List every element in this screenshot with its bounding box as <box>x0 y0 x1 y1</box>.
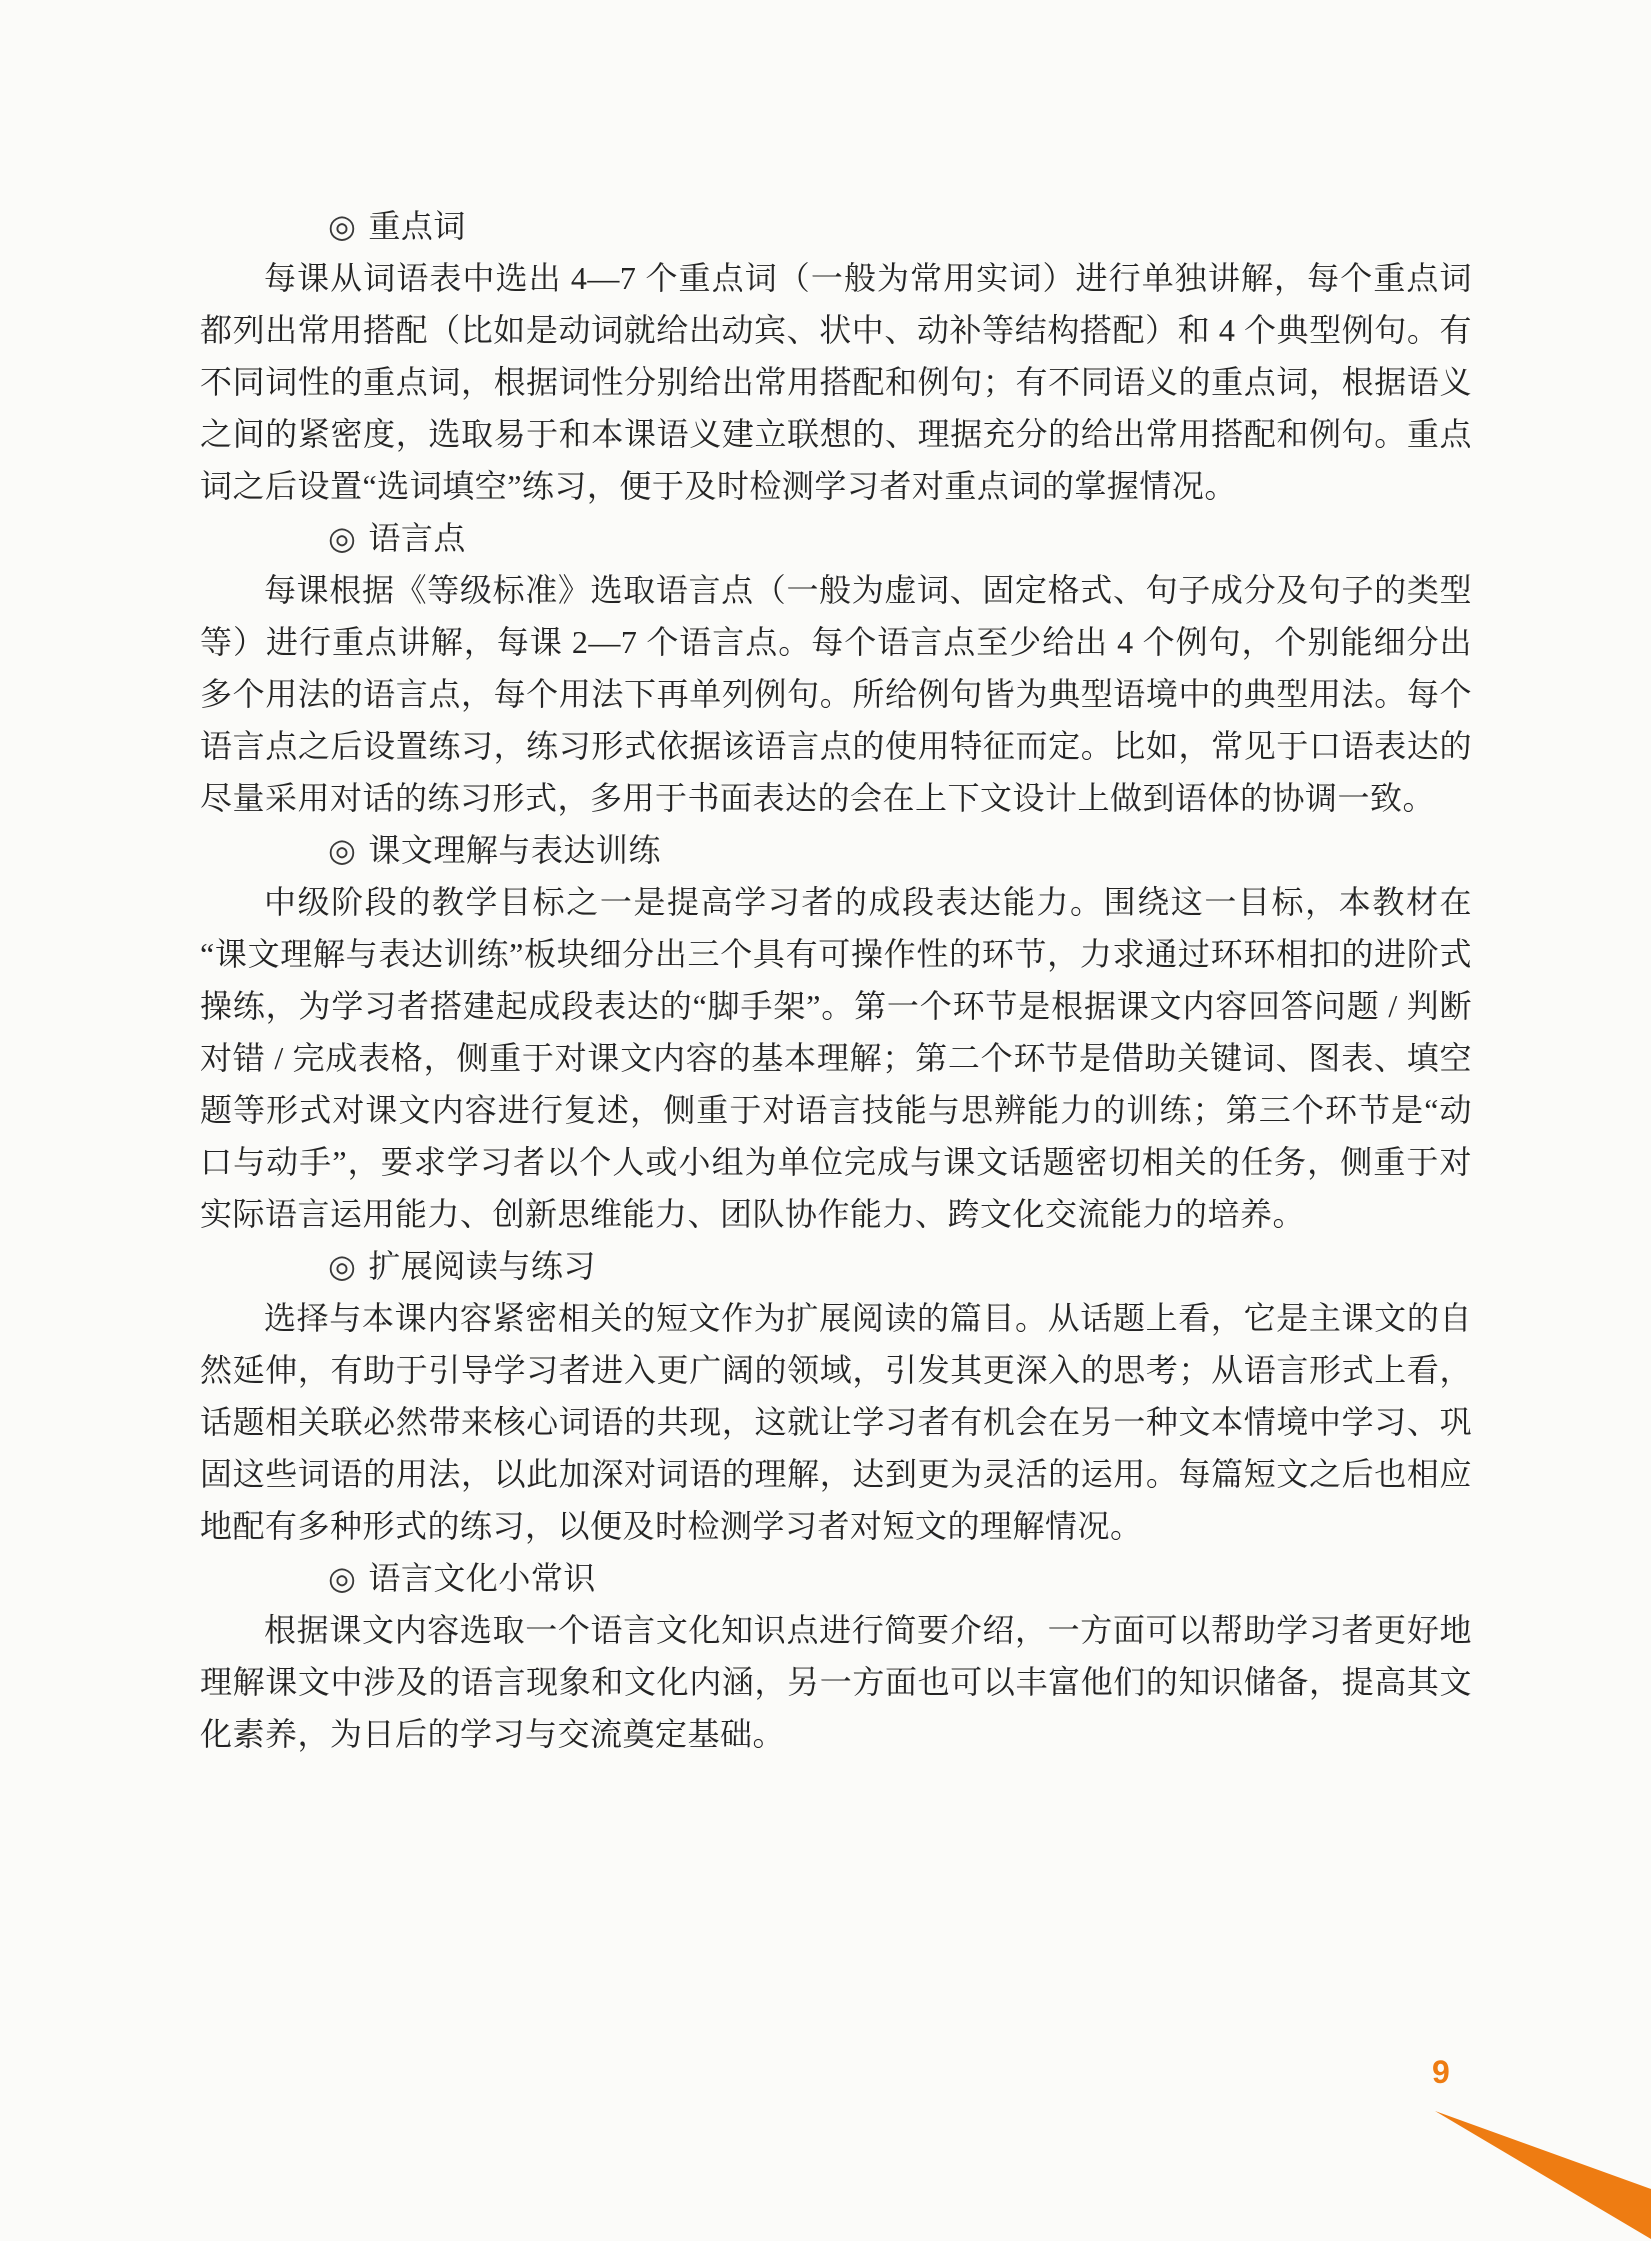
section-body: 每课根据《等级标准》选取语言点（一般为虚词、固定格式、句子成分及句子的类型等）进行重点讲解，每课 2—7 个语言点。每个语言点至少给出 4 个例句，个别能细分出多个用法的语言点，每个用法下再单列例句。所给例句皆为典型语境中的典型用法。每个语言点之后设置练习，练习形式依据该语言点的使用特征而定。比如，常见于口语表达的尽量采用对话的练习形式，多用于书面表达的会在上下文设计上做到语体的协调一致。 <box>200 572 1472 816</box>
orange-ribbon-triangle-icon <box>1435 2101 1651 2241</box>
section-title: 课文理解与表达训练 <box>368 832 661 868</box>
page-content <box>200 200 1472 1760</box>
section-heading <box>200 1552 1472 1604</box>
section-extended-reading <box>200 1240 1472 1552</box>
section-body: 每课从词语表中选出 4—7 个重点词（一般为常用实词）进行单独讲解，每个重点词都列出常用搭配（比如是动词就给出动宾、状中、动补等结构搭配）和 4 个典型例句。有不同词性的重点词，根据词性分别给出常用搭配和例句；有不同语义的重点词，根据语义之间的紧密度，选取易于和本课语义建立联想的、理据充分的给出常用搭配和例句。重点词之后设置“选词填空”练习，便于及时检测学习者对重点词的掌握情况。 <box>200 260 1472 504</box>
section-body: 选择与本课内容紧密相关的短文作为扩展阅读的篇目。从话题上看，它是主课文的自然延伸，有助于引导学习者进入更广阔的领域，引发其更深入的思考；从语言形式上看，话题相关联必然带来核心词语的共现，这就让学习者有机会在另一种文本情境中学习、巩固这些词语的用法，以此加深对词语的理解，达到更为灵活的运用。每篇短文之后也相应地配有多种形式的练习，以便及时检测学习者对短文的理解情况。 <box>200 1300 1472 1544</box>
bullseye-circle-icon: ◎ <box>328 832 357 868</box>
section-heading <box>200 200 1472 252</box>
bullseye-circle-icon: ◎ <box>328 208 357 244</box>
section-title: 扩展阅读与练习 <box>368 1248 596 1284</box>
bullseye-circle-icon: ◎ <box>328 520 357 556</box>
page-number: 9 <box>1432 2054 1450 2090</box>
section-comprehension-training <box>200 824 1472 1240</box>
section-culture-notes <box>200 1552 1472 1760</box>
section-body: 中级阶段的教学目标之一是提高学习者的成段表达能力。围绕这一目标，本教材在“课文理解与表达训练”板块细分出三个具有可操作性的环节，力求通过环环相扣的进阶式操练，为学习者搭建起成段表达的“脚手架”。第一个环节是根据课文内容回答问题 / 判断对错 / 完成表格，侧重于对课文内容的基本理解；第二个环节是借助关键词、图表、填空题等形式对课文内容进行复述，侧重于对语言技能与思辨能力的训练；第三个环节是“动口与动手”，要求学习者以个人或小组为单位完成与课文话题密切相关的任务，侧重于对实际语言运用能力、创新思维能力、团队协作能力、跨文化交流能力的培养。 <box>200 884 1472 1232</box>
bullseye-circle-icon: ◎ <box>328 1560 357 1596</box>
section-keywords <box>200 200 1472 512</box>
section-title: 重点词 <box>368 208 466 244</box>
section-heading <box>200 512 1472 564</box>
section-title: 语言文化小常识 <box>368 1560 596 1596</box>
section-body: 根据课文内容选取一个语言文化知识点进行简要介绍，一方面可以帮助学习者更好地理解课文中涉及的语言现象和文化内涵，另一方面也可以丰富他们的知识储备，提高其文化素养，为日后的学习与交流奠定基础。 <box>200 1612 1472 1752</box>
section-heading <box>200 1240 1472 1292</box>
bullseye-circle-icon: ◎ <box>328 1248 357 1284</box>
section-title: 语言点 <box>368 520 466 556</box>
section-language-points <box>200 512 1472 824</box>
section-heading <box>200 824 1472 876</box>
